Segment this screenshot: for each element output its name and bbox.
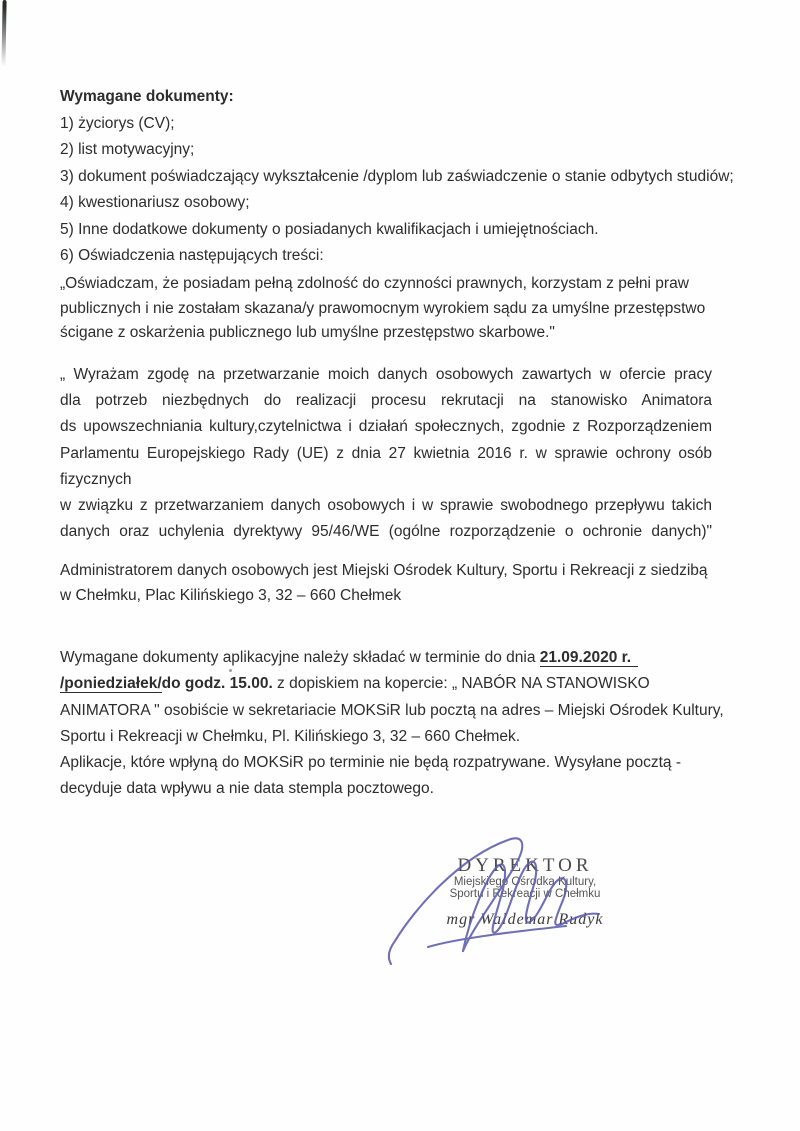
admin-line: Administratorem danych osobowych jest Miejski Ośrodek Kultury, Sportu i Rekreacji z siedzibą (60, 562, 708, 579)
list-item: 6) Oświadczenia następujących treści: (60, 247, 324, 264)
list-item: 4) kwestionariusz osobowy; (60, 194, 250, 211)
organization-name-line2: Sportu i Rekreacji w Chełmku (449, 888, 601, 900)
quote-line: ścigane z oskarżenia publicznego lub umyślne przestępstwo skarbowe." (60, 324, 555, 342)
scan-artifact-speck (229, 669, 232, 672)
director-name: mgr Waldemar Rudyk (446, 911, 604, 928)
organization-name-line1: Miejskiego Ośrodka Kultury, (453, 876, 597, 888)
data-administrator-paragraph (60, 558, 712, 608)
consent-line: danych oraz uchylenia dyrektywy 95/46/WE (ogólne rozporządzenie o ochronie danych)" (60, 523, 712, 541)
deadline-paragraph (60, 645, 724, 803)
deadline-line (60, 671, 712, 697)
deadline-envelope-note: z dopiskiem na kopercie: „ NABÓR NA STANOWISKO (272, 675, 650, 693)
director-title: DYREKTOR (457, 855, 593, 876)
consent-paragraph (60, 362, 712, 545)
admin-line: w Chełmku, Plac Kilińskiego 3, 32 – 660 Chełmek (60, 587, 402, 604)
consent-line: „ Wyrażam zgodę na przetwarzanie moich danych osobowych zawartych w ofercie pracy (60, 366, 712, 383)
deadline-time: do godz. 15.00. (161, 675, 273, 693)
signature-block (413, 855, 637, 929)
consent-line: ds upowszechniania kultury,czytelnictwa i działań społecznych, zgodnie z Rozporządzeniem (60, 418, 712, 436)
section-heading: Wymagane dokumenty: (60, 88, 234, 105)
consent-line: dla potrzeb niezbędnych do realizacji procesu rekrutacji na stanowisko Animatora (60, 392, 712, 410)
consent-line: Parlamentu Europejskiego Rady (UE) z dnia 27 kwietnia 2016 r. w sprawie ochrony osób fizycznych (60, 444, 712, 488)
consent-line: w związku z przetwarzaniem danych osobowych i w sprawie swobodnego przepływu takich (60, 497, 712, 515)
required-documents-section (60, 84, 734, 270)
deadline-line (60, 645, 712, 671)
list-item: 3) dokument poświadczający wykształcenie /dyplom lub zaświadczenie o stanie odbytych studiów; (60, 167, 734, 185)
list-item: 1) życiorys (CV); (60, 114, 175, 132)
deadline-line: decyduje data wpływu a nie data stempla pocztowego. (60, 780, 434, 798)
quote-line: „Oświadczam, że posiadam pełną zdolność do czynności prawnych, korzystam z pełni praw (60, 275, 689, 292)
deadline-line: ANIMATORA " osobiście w sekretariacie MOKSiR lub pocztą na adres – Miejski Ośrodek Kultury, (60, 701, 724, 719)
list-item: 5) Inne dodatkowe dokumenty o posiadanych kwalifikacjach i umiejętnościach. (60, 220, 599, 238)
quote-line: publicznych i nie zostałam skazana/y prawomocnym wyrokiem sądu za umyślne przestępstwo (60, 299, 706, 317)
deadline-intro-text: Wymagane dokumenty aplikacyjne należy składać w terminie do dnia (60, 649, 540, 666)
scan-artifact-streak (1, 0, 6, 70)
statement-quote-paragraph (60, 272, 712, 346)
list-item: 2) list motywacyjny; (60, 141, 195, 158)
deadline-date: 21.09.2020 r. (540, 649, 638, 667)
deadline-weekday: /poniedziałek/ (60, 675, 162, 693)
deadline-line: Aplikacje, które wpłyną do MOKSiR po terminie nie będą rozpatrywane. Wysyłane pocztą - (60, 754, 682, 772)
deadline-line: Sportu i Rekreacji w Chełmku, Pl. Kilińskiego 3, 32 – 660 Chełmek. (60, 727, 521, 745)
